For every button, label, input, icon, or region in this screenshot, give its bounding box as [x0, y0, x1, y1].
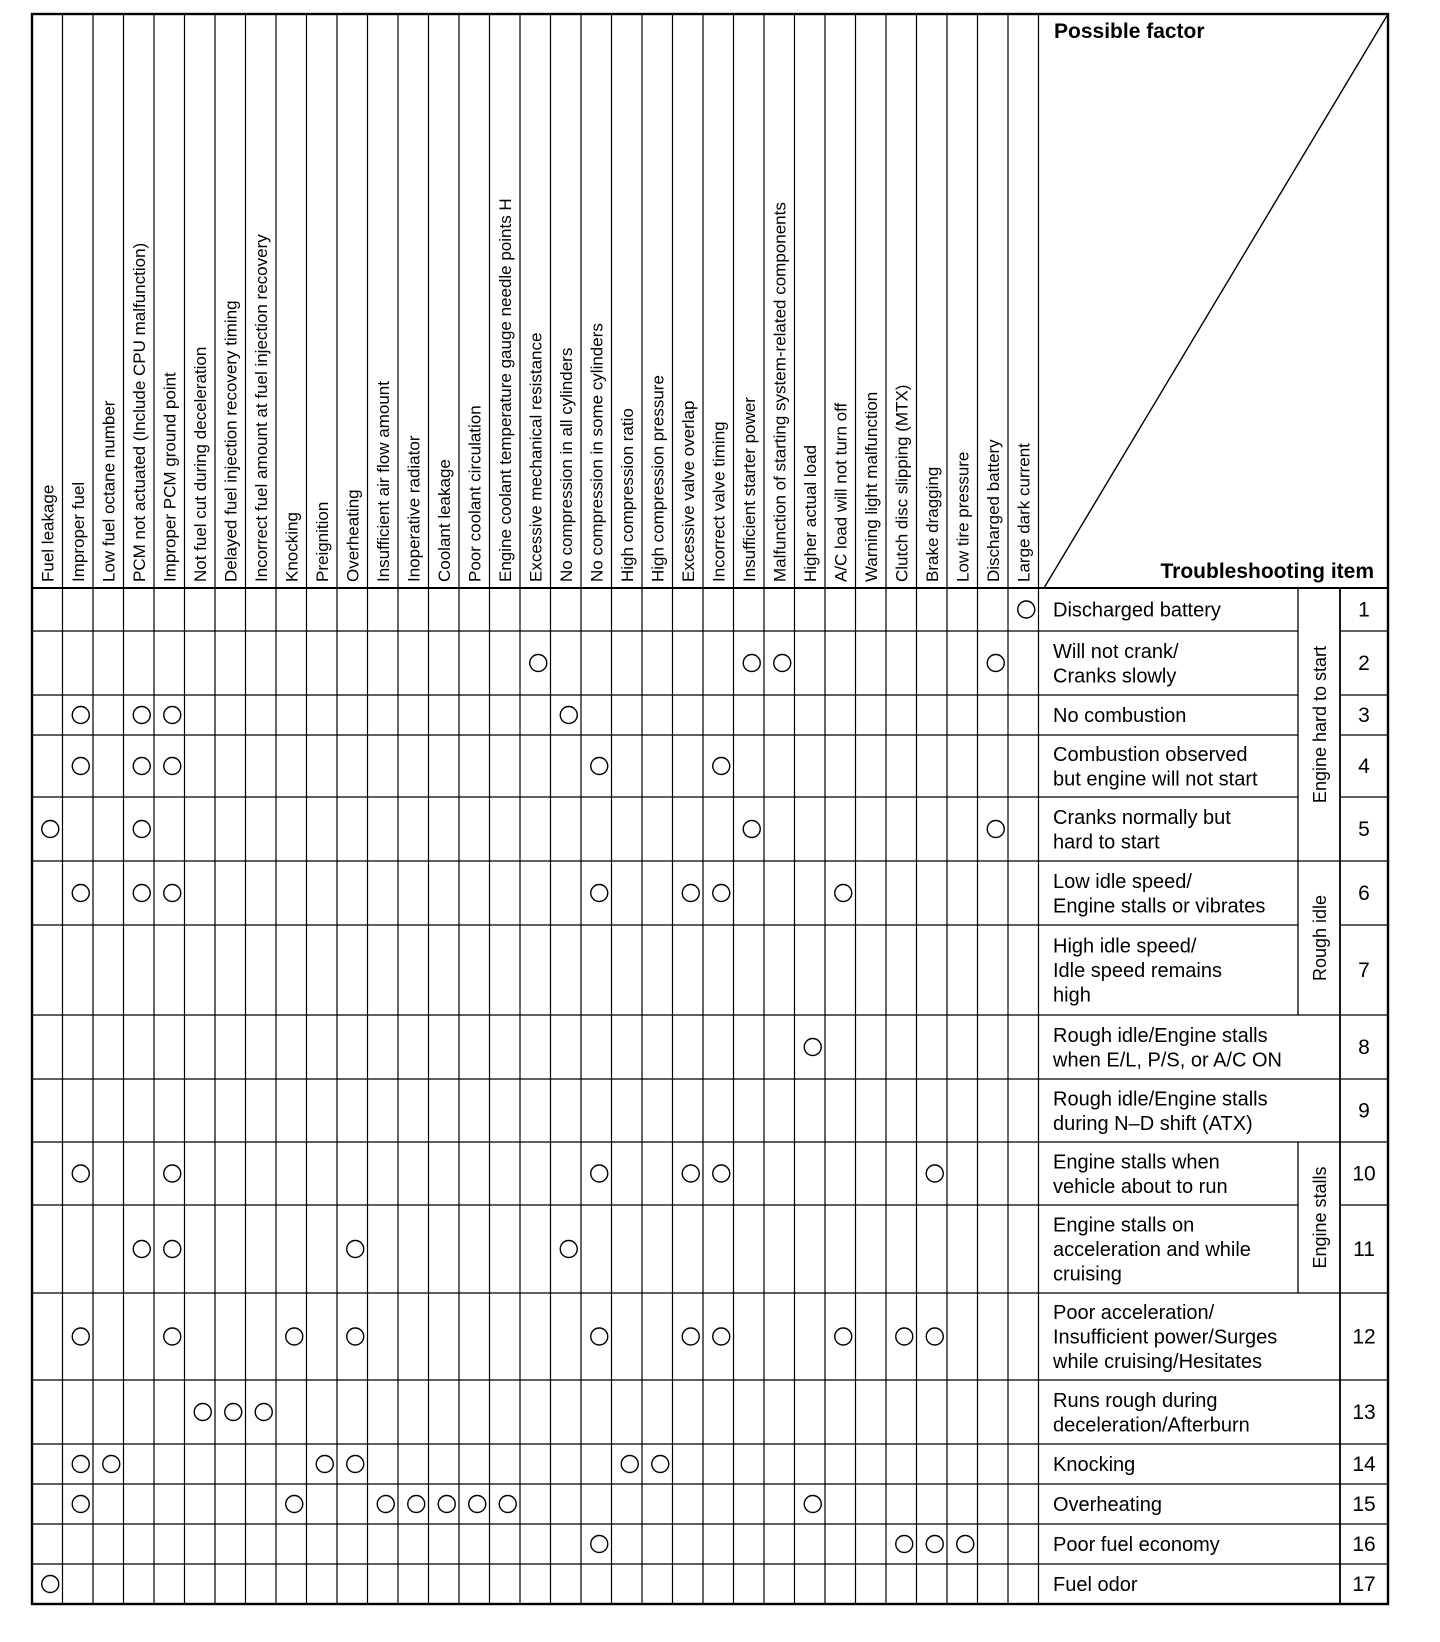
group-label: Engine stalls [1310, 1166, 1330, 1269]
factor-label: PCM not actuated (Include CPU malfunction) [129, 242, 149, 582]
factor-label: Insufficient starter power [739, 397, 759, 582]
mark-circle [621, 1456, 638, 1473]
mark-circle [194, 1404, 211, 1421]
item-number: 14 [1352, 1453, 1376, 1476]
factor-headers [38, 198, 1033, 582]
factor-label: Not fuel cut during deceleration [190, 346, 210, 582]
mark-circle [347, 1456, 364, 1473]
mark-circle [72, 1165, 89, 1182]
item-number: 2 [1358, 652, 1370, 675]
item-label: Engine stalls on [1053, 1214, 1195, 1237]
factor-label: Insufficient air flow amount [373, 381, 393, 582]
mark-circle [72, 1496, 89, 1513]
item-number: 5 [1358, 818, 1370, 841]
mark-circle [225, 1404, 242, 1421]
item-number: 15 [1352, 1493, 1376, 1516]
item-label: Poor acceleration/ [1053, 1302, 1215, 1324]
mark-circle [896, 1328, 913, 1345]
mark-circle [896, 1536, 913, 1553]
mark-circle [438, 1496, 455, 1513]
factor-label: Poor coolant circulation [465, 405, 485, 582]
factor-label: Engine coolant temperature gauge needle points H [495, 198, 515, 582]
mark-circle [713, 1165, 730, 1182]
mark-circle [774, 655, 791, 672]
mark-circle [713, 1328, 730, 1345]
item-label: Poor fuel economy [1053, 1534, 1220, 1556]
mark-circle [133, 707, 150, 724]
item-label: Insufficient power/Surges [1053, 1326, 1278, 1349]
item-number: 8 [1358, 1036, 1370, 1059]
item-label: Engine stalls when [1053, 1151, 1220, 1174]
mark-circle [42, 1576, 59, 1593]
mark-circle [469, 1496, 486, 1513]
mark-circle [164, 758, 181, 775]
item-label: Will not crank/ [1053, 640, 1179, 663]
mark-circle [499, 1496, 516, 1513]
factor-label: Improper PCM ground point [160, 372, 180, 582]
item-label: Knocking [1053, 1454, 1136, 1476]
factor-label: Inoperative radiator [404, 435, 424, 582]
mark-circle [408, 1496, 425, 1513]
group-label: Engine hard to start [1310, 645, 1330, 804]
mark-circle [926, 1165, 943, 1182]
item-number: 4 [1358, 755, 1370, 778]
factor-label: Higher actual load [800, 444, 820, 582]
item-label: High idle speed/ [1053, 935, 1197, 958]
mark-circle [72, 885, 89, 902]
factor-label: Incorrect valve timing [709, 421, 729, 582]
mark-circle [682, 885, 699, 902]
item-label: Discharged battery [1053, 599, 1221, 622]
mark-circle [164, 1165, 181, 1182]
mark-circle [72, 1456, 89, 1473]
mark-circle [530, 655, 547, 672]
mark-circle [743, 655, 760, 672]
item-number: 13 [1352, 1401, 1376, 1424]
mark-circle [560, 707, 577, 724]
item-number: 9 [1358, 1099, 1370, 1123]
mark-circle [682, 1165, 699, 1182]
factor-label: No compression in all cylinders [556, 347, 576, 582]
mark-circle [835, 885, 852, 902]
item-label: Cranks normally but [1053, 806, 1231, 829]
item-number: 17 [1352, 1573, 1376, 1596]
mark-circle [926, 1536, 943, 1553]
group-labels [1310, 646, 1330, 1269]
factor-label: Large dark current [1014, 443, 1034, 582]
mark-circle [72, 758, 89, 775]
item-label: during N–D shift (ATX) [1053, 1112, 1253, 1135]
mark-circle [713, 885, 730, 902]
item-number: 12 [1352, 1325, 1376, 1349]
mark-circle [560, 1241, 577, 1258]
item-label: No combustion [1053, 705, 1187, 727]
mark-circle [987, 655, 1004, 672]
item-number: 6 [1358, 882, 1370, 905]
item-label: Combustion observed [1053, 743, 1248, 766]
mark-circle [133, 885, 150, 902]
mark-circle [133, 821, 150, 838]
item-number: 1 [1358, 598, 1370, 622]
factor-label: Improper fuel [68, 481, 88, 582]
item-label: Rough idle/Engine stalls [1053, 1024, 1268, 1047]
item-label: Low idle speed/ [1053, 870, 1192, 893]
factor-label: Excessive mechanical resistance [526, 332, 546, 582]
factor-label: Fuel leakage [38, 484, 58, 582]
mark-circle [286, 1328, 303, 1345]
mark-circle [1018, 601, 1035, 618]
factor-label: Overheating [343, 489, 363, 582]
factor-label: Incorrect fuel amount at fuel injection recovery [251, 234, 271, 582]
item-label: Idle speed remains [1053, 960, 1222, 982]
factor-label: Low tire pressure [953, 451, 973, 582]
mark-circle [164, 1328, 181, 1345]
mark-circle [591, 1536, 608, 1553]
factor-label: High compression pressure [648, 375, 668, 582]
item-number: 7 [1358, 959, 1370, 982]
item-label: Cranks slowly [1053, 665, 1177, 688]
item-label: vehicle about to run [1053, 1175, 1228, 1198]
factor-label: Coolant leakage [434, 459, 454, 582]
mark-circle [804, 1496, 821, 1513]
factor-label: Knocking [282, 512, 302, 582]
mark-circle [743, 821, 760, 838]
mark-circle [591, 1165, 608, 1182]
item-label: high [1053, 984, 1091, 1007]
mark-circle [72, 707, 89, 724]
mark-circle [72, 1328, 89, 1345]
mark-circle [713, 758, 730, 775]
mark-circle [957, 1536, 974, 1553]
mark-circle [652, 1456, 669, 1473]
mark-circle [164, 707, 181, 724]
mark-circle [804, 1039, 821, 1056]
factor-label: Preignition [312, 501, 332, 582]
item-label: acceleration and while [1053, 1239, 1251, 1261]
item-label: while cruising/Hesitates [1053, 1351, 1262, 1373]
mark-circle [133, 1241, 150, 1258]
mark-circle [255, 1404, 272, 1421]
item-label: but engine will not start [1053, 768, 1258, 791]
mark-circle [164, 885, 181, 902]
factor-label: Malfunction of starting system-related components [770, 202, 790, 582]
mark-circle [164, 1241, 181, 1258]
item-number: 3 [1358, 704, 1370, 727]
mark-circle [133, 758, 150, 775]
mark-circle [682, 1328, 699, 1345]
mark-circle [926, 1328, 943, 1345]
troubleshooting-item-label: Troubleshooting item [1160, 560, 1374, 583]
factor-label: A/C load will not turn off [831, 402, 851, 582]
mark-circle [377, 1496, 394, 1513]
mark-circle [835, 1328, 852, 1345]
item-label: Fuel odor [1053, 1574, 1138, 1596]
factor-label: Warning light malfunction [861, 391, 881, 582]
group-label: Rough idle [1310, 894, 1330, 982]
mark-circle [347, 1241, 364, 1258]
header-diagonal [1044, 14, 1388, 588]
item-label: cruising [1053, 1263, 1122, 1286]
item-label: when E/L, P/S, or A/C ON [1053, 1049, 1282, 1072]
mark-circle [286, 1496, 303, 1513]
item-label: deceleration/Afterburn [1053, 1414, 1250, 1437]
mark-circle [316, 1456, 333, 1473]
mark-circle [987, 821, 1004, 838]
item-number: 10 [1352, 1162, 1376, 1186]
mark-circle [347, 1328, 364, 1345]
item-label: Runs rough during [1053, 1389, 1218, 1412]
possible-factor-label: Possible factor [1054, 20, 1205, 43]
factor-label: Delayed fuel injection recovery timing [221, 300, 241, 582]
factor-label: Clutch disc slipping (MTX) [892, 384, 912, 582]
factor-label: High compression ratio [617, 408, 637, 582]
item-number: 11 [1353, 1238, 1375, 1261]
item-label: Rough idle/Engine stalls [1053, 1088, 1268, 1111]
item-number: 16 [1352, 1533, 1376, 1556]
item-label: Overheating [1053, 1494, 1162, 1516]
factor-label: Brake dragging [922, 466, 942, 582]
mark-circle [591, 758, 608, 775]
mark-circle [591, 885, 608, 902]
item-label: Engine stalls or vibrates [1053, 895, 1266, 918]
item-label: hard to start [1053, 831, 1160, 854]
factor-label: No compression in some cylinders [587, 323, 607, 582]
factor-label: Low fuel octane number [99, 400, 119, 582]
mark-circle [591, 1328, 608, 1345]
mark-circle [42, 821, 59, 838]
factor-label: Excessive valve overlap [678, 400, 698, 582]
mark-circle [103, 1456, 120, 1473]
factor-label: Discharged battery [983, 439, 1003, 582]
